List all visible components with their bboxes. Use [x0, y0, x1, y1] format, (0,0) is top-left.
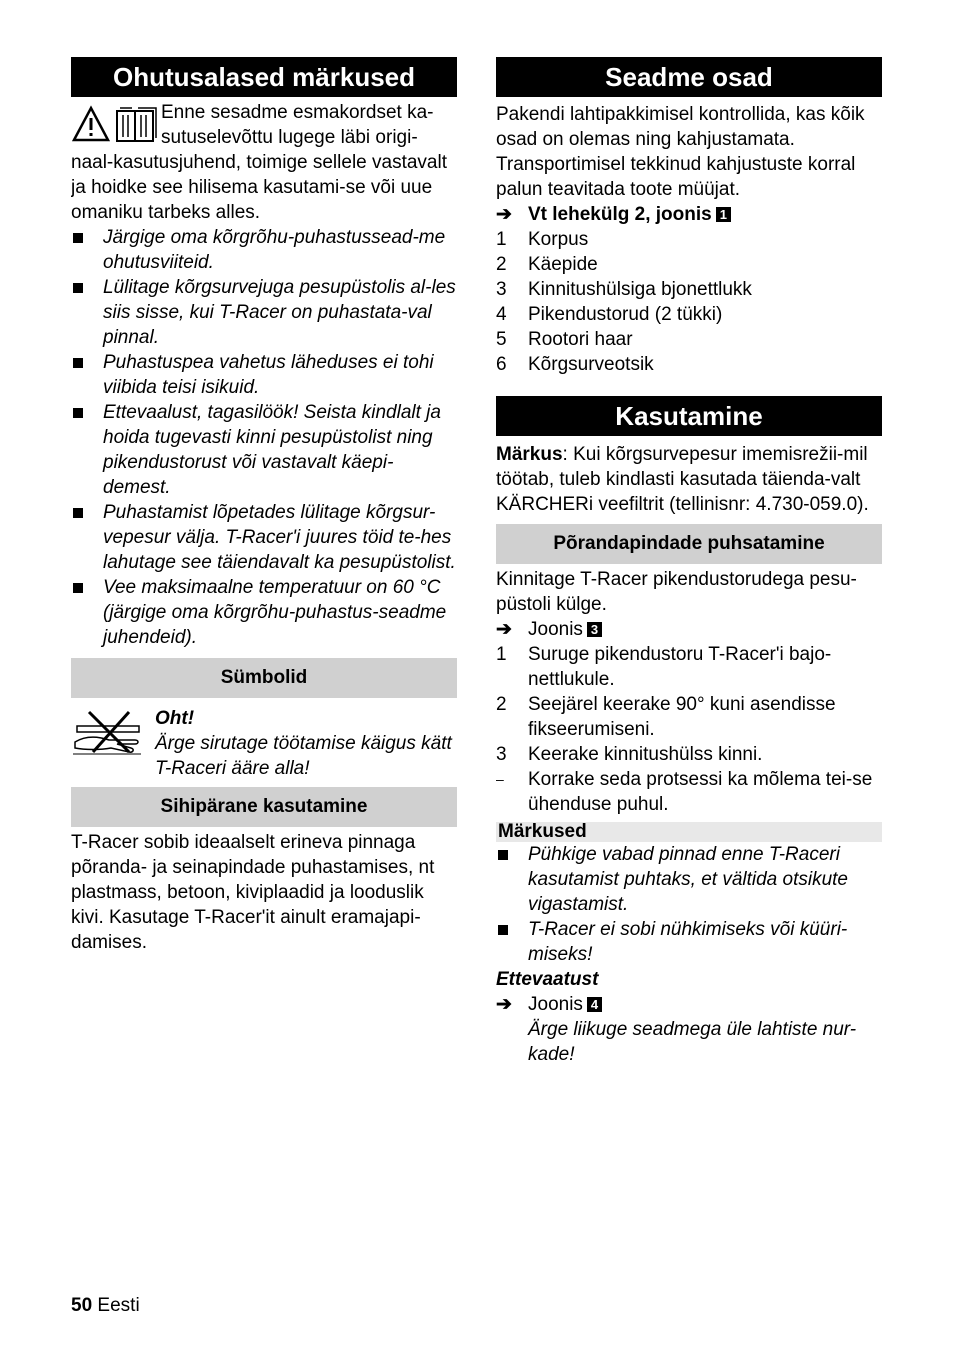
bullet-square-icon: [496, 917, 528, 967]
symbol-block: [71, 706, 457, 781]
list-item: Järgige oma kõrgrõhu-puhastussead-me ohutusviiteid.: [71, 225, 457, 275]
floor-cleaning-intro: Kinnitage T-Racer pikendustorudega pesu-püstoli külge.: [496, 569, 857, 615]
parts-intro: Pakendi lahtipakkimisel kontrollida, kas kõik osad on olemas ning kahjustamata. Transportimisel tekkinud kahjustuste korral palun teavitada toote müüjat.: [496, 104, 865, 200]
caution-text-row: [496, 1017, 882, 1067]
symbol-description: Ärge sirutage töötamise käigus kätt T-Raceri ääre alla!: [155, 733, 452, 779]
list-item: Pühkige vabad pinnad enne T-Raceri kasutamist puhtaks, et vältida otsikute vigastamist.: [496, 842, 882, 917]
hand-under-edge-warning-icon: [71, 706, 155, 781]
safety-heading: Ohutusalased märkused: [71, 57, 457, 97]
bullet-square-icon: [71, 575, 103, 650]
bullet-square-icon: [71, 500, 103, 575]
list-item: 6 Kõrgsurveotsik: [496, 354, 654, 375]
dash-marker: –: [496, 771, 504, 787]
page-footer: [71, 1293, 140, 1318]
caution-text: Ärge liikuge seadmega üle lahtiste nur-kade!: [528, 1019, 857, 1065]
list-item: 4 Pikendustorud (2 tükki): [496, 304, 723, 325]
figure-number-badge: 4: [587, 997, 602, 1012]
notes-heading: Märkused: [496, 822, 882, 842]
list-item: 2 Seejärel keerake 90° kuni asendisse fikseerumiseni.: [496, 694, 836, 740]
parts-figure-reference: ➔ Vt lehekülg 2, joonis 1: [496, 202, 882, 227]
list-item: Puhastamist lõpetades lülitage kõrgsur-vepesur välja. T-Racer'i juures töid te-hes lahutage see täiendavalt ka pesupüstolist.: [71, 500, 457, 575]
caution-figure-reference: ➔ Joonis 4: [496, 992, 882, 1017]
list-item: 3 Keerake kinnitushülss kinni.: [496, 744, 763, 765]
symbol-label: Oht!: [155, 708, 195, 729]
list-item: Puhastuspea vahetus läheduses ei tohi viibida teisi isikuid.: [71, 350, 457, 400]
usage-heading: Kasutamine: [496, 396, 882, 436]
arrow-right-icon: ➔: [496, 204, 512, 225]
warning-book-icon: [71, 103, 161, 143]
figure-number-badge: 1: [716, 207, 731, 222]
list-item: – Korrake seda protsessi ka mõlema tei-se ühenduse puhul.: [496, 769, 873, 815]
list-item: Lülitage kõrgsurvejuga pesupüstolis al-les siis sisse, kui T-Racer on puhastata-val pinnal.: [71, 275, 457, 350]
bullet-square-icon: [71, 400, 103, 500]
floor-figure-reference: ➔ Joonis 3: [496, 617, 882, 642]
floor-steps-list: [496, 642, 882, 817]
intended-use-heading: Sihipärane kasutamine: [71, 787, 457, 827]
right-column: [496, 57, 882, 1067]
list-item: T-Racer ei sobi nühkimiseks või küüri-miseks!: [496, 917, 882, 967]
safety-bullet-list: [71, 225, 457, 650]
parts-list: [496, 227, 882, 377]
figure-number-badge: 3: [587, 622, 602, 637]
list-item: 3 Kinnitushülsiga bjonettlukk: [496, 279, 752, 300]
symbol-text: [155, 706, 457, 781]
floor-cleaning-heading: Põrandapindade puhsatamine: [496, 524, 882, 564]
symbols-heading: Sümbolid: [71, 658, 457, 698]
bullet-square-icon: [71, 275, 103, 350]
safety-intro-block: [71, 100, 457, 225]
list-item: 5 Rootori haar: [496, 329, 633, 350]
intended-use-text: T-Racer sobib ideaalselt erineva pinnaga põranda- ja seinapindade puhastamises, nt plastmass, betoon, kiviplaadid ja looduslik kivi. Kasutage T-Racer'it ainult eramajapi-damises.: [71, 832, 435, 953]
bullet-square-icon: [71, 225, 103, 275]
list-item: Ettevaalust, tagasilöök! Seista kindlalt ja hoida tugevasti kinni pesupüstolist ning pikendustorust või vastavalt käepi-demest.: [71, 400, 457, 500]
list-item: 1 Suruge pikendustoru T-Racer'i bajo-nettlukule.: [496, 644, 832, 690]
list-item: 2 Käepide: [496, 254, 598, 275]
left-column: [71, 57, 457, 955]
notes-bullet-list: [496, 842, 882, 967]
footer-language: Eesti: [97, 1295, 140, 1316]
bullet-square-icon: [496, 842, 528, 917]
list-item: 1 Korpus: [496, 229, 589, 250]
list-item: Vee maksimaalne temperatuur on 60 °C (järgige oma kõrgrõhu-puhastus-seadme juhendeid).: [71, 575, 457, 650]
arrow-right-icon: ➔: [496, 619, 512, 640]
parts-heading: Seadme osad: [496, 57, 882, 97]
bullet-square-icon: [71, 350, 103, 400]
page-number: 50: [71, 1295, 93, 1316]
safety-intro-text: Enne sesadme esmakordset ka-sutuselevõttu lugege läbi origi-naal-kasutusjuhend, toimige sellele vastavalt ja hoidke see hilisema kasutami-se või uue omaniku tarbeks alles.: [71, 102, 447, 223]
usage-note: Märkus: Kui kõrgsurvepesur imemisrežii-mil töötab, tuleb kindlasti kasutada täienda-valt KÄRCHERi veefiltrit (tellinisnr: 4.730-059.0).: [496, 444, 869, 515]
arrow-right-icon: ➔: [496, 994, 512, 1015]
caution-label: Ettevaatust: [496, 969, 599, 990]
